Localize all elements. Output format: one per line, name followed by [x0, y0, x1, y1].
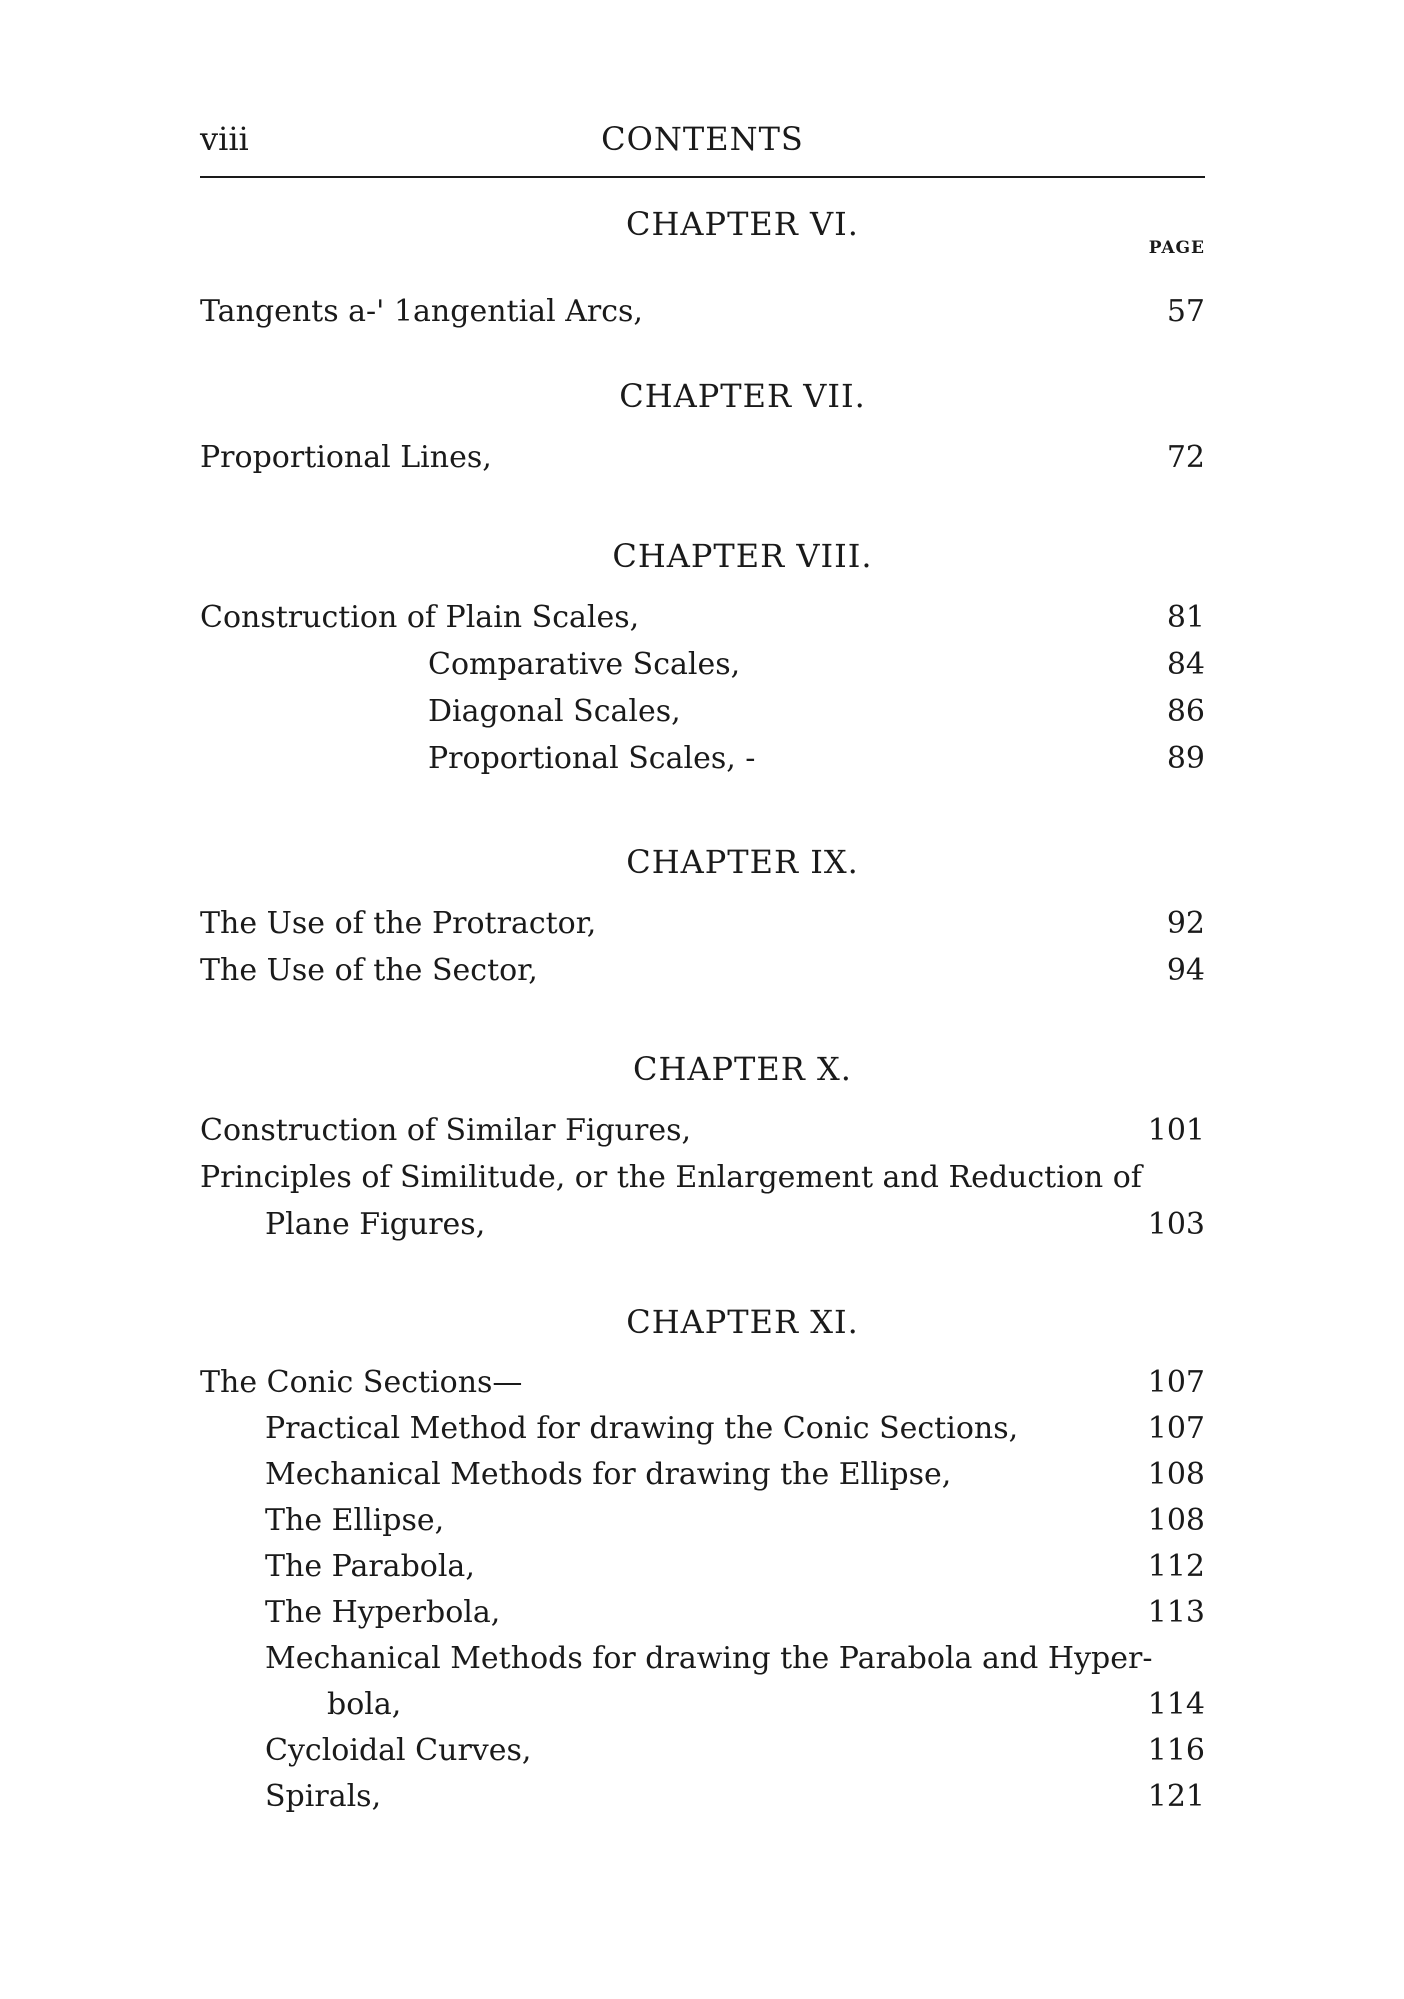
chapter-heading: CHAPTER X. — [633, 1050, 852, 1088]
toc-entry — [200, 1774, 1205, 1820]
toc-entry-page: 81 — [1166, 600, 1205, 635]
toc-entry-page: 103 — [1147, 1207, 1205, 1242]
toc-entry — [200, 900, 1205, 947]
chapter-heading: CHAPTER VII. — [619, 377, 866, 415]
running-title: CONTENTS — [601, 120, 804, 158]
toc-entry-title: Proportional Scales, - — [428, 741, 756, 776]
toc-entry — [200, 1406, 1205, 1452]
toc-entry — [200, 1154, 1205, 1201]
toc-entry — [200, 1360, 1205, 1406]
toc-entry-page: 86 — [1166, 694, 1205, 729]
toc-entry-page: 113 — [1147, 1595, 1205, 1630]
chapter-heading: CHAPTER VI. — [626, 205, 859, 243]
toc-entry — [200, 1107, 1205, 1154]
toc-entry-title: Comparative Scales, — [428, 647, 741, 682]
toc-entry-page: 101 — [1147, 1113, 1205, 1148]
page-number: viii — [200, 120, 249, 158]
toc-entry-page: 116 — [1147, 1733, 1205, 1768]
toc-entry-page: 112 — [1147, 1549, 1205, 1584]
chapter-11 — [200, 1298, 1205, 1820]
toc-entry-page: 121 — [1147, 1779, 1205, 1814]
toc-entry — [200, 947, 1205, 994]
toc-entry — [200, 1452, 1205, 1498]
page-column-label: PAGE — [1148, 238, 1205, 258]
toc-entry-page: 57 — [1166, 294, 1205, 329]
toc-entry-page: 107 — [1147, 1365, 1205, 1400]
toc-entry-title: Construction of Plain Scales, — [200, 600, 640, 635]
chapter-heading: CHAPTER VIII. — [612, 537, 873, 575]
toc-entry-title: The Ellipse, — [265, 1503, 445, 1538]
chapter-9 — [200, 838, 1205, 994]
toc-entry-title: The Conic Sections— — [200, 1365, 523, 1400]
toc-entry — [200, 1682, 1205, 1728]
header-rule — [200, 176, 1205, 178]
toc-entry — [200, 1636, 1205, 1682]
toc-entry — [200, 1590, 1205, 1636]
toc-entry-title: Mechanical Methods for drawing the Parabola and Hyper- — [265, 1641, 1153, 1676]
toc-entry-page: 94 — [1166, 953, 1205, 988]
toc-entry-page: 72 — [1166, 440, 1205, 475]
toc-entry-page: 114 — [1147, 1687, 1205, 1722]
toc-entry-title: Diagonal Scales, — [428, 694, 681, 729]
toc-entry — [200, 434, 1205, 481]
toc-entry — [200, 1544, 1205, 1590]
toc-entry — [200, 594, 1205, 641]
toc-entry-title: Mechanical Methods for drawing the Ellipse, — [265, 1457, 952, 1492]
chapter-8 — [200, 532, 1205, 782]
toc-entry — [200, 288, 1205, 335]
toc-entry-title: bola, — [327, 1687, 402, 1722]
toc-entry-title: Proportional Lines, — [200, 440, 492, 475]
toc-entry-title: Tangents a-' 1angential Arcs, — [200, 294, 643, 329]
toc-entry — [200, 1498, 1205, 1544]
chapter-10 — [200, 1045, 1205, 1248]
toc-entry-title: The Parabola, — [265, 1549, 475, 1584]
toc-entry-title: Principles of Similitude, or the Enlargement and Reduction of — [200, 1160, 1142, 1195]
toc-entry — [200, 688, 1205, 735]
toc-entry-title: The Use of the Sector, — [200, 953, 538, 988]
toc-entry-page: 108 — [1147, 1503, 1205, 1538]
contents-page — [200, 0, 1205, 1999]
toc-entry-title: Plane Figures, — [265, 1207, 486, 1242]
chapter-7 — [200, 372, 1205, 481]
toc-entry-page: 107 — [1147, 1411, 1205, 1446]
chapter-heading: CHAPTER XI. — [626, 1303, 859, 1341]
chapter-6 — [200, 200, 1205, 335]
chapter-heading: CHAPTER IX. — [626, 843, 859, 881]
toc-entry-title: Construction of Similar Figures, — [200, 1113, 692, 1148]
toc-entry-page: 89 — [1166, 741, 1205, 776]
toc-entry-title: Spirals, — [265, 1779, 382, 1814]
toc-entry — [200, 735, 1205, 782]
toc-entry-title: Practical Method for drawing the Conic Sections, — [265, 1411, 1019, 1446]
toc-entry — [200, 641, 1205, 688]
toc-entry — [200, 1728, 1205, 1774]
toc-entry-page: 84 — [1166, 647, 1205, 682]
page-header — [200, 112, 1205, 162]
toc-entry — [200, 1201, 1205, 1248]
toc-entry-title: The Hyperbola, — [265, 1595, 501, 1630]
toc-entry-page: 108 — [1147, 1457, 1205, 1492]
toc-entry-title: The Use of the Protractor, — [200, 906, 597, 941]
toc-entry-title: Cycloidal Curves, — [265, 1733, 532, 1768]
toc-entry-page: 92 — [1166, 906, 1205, 941]
